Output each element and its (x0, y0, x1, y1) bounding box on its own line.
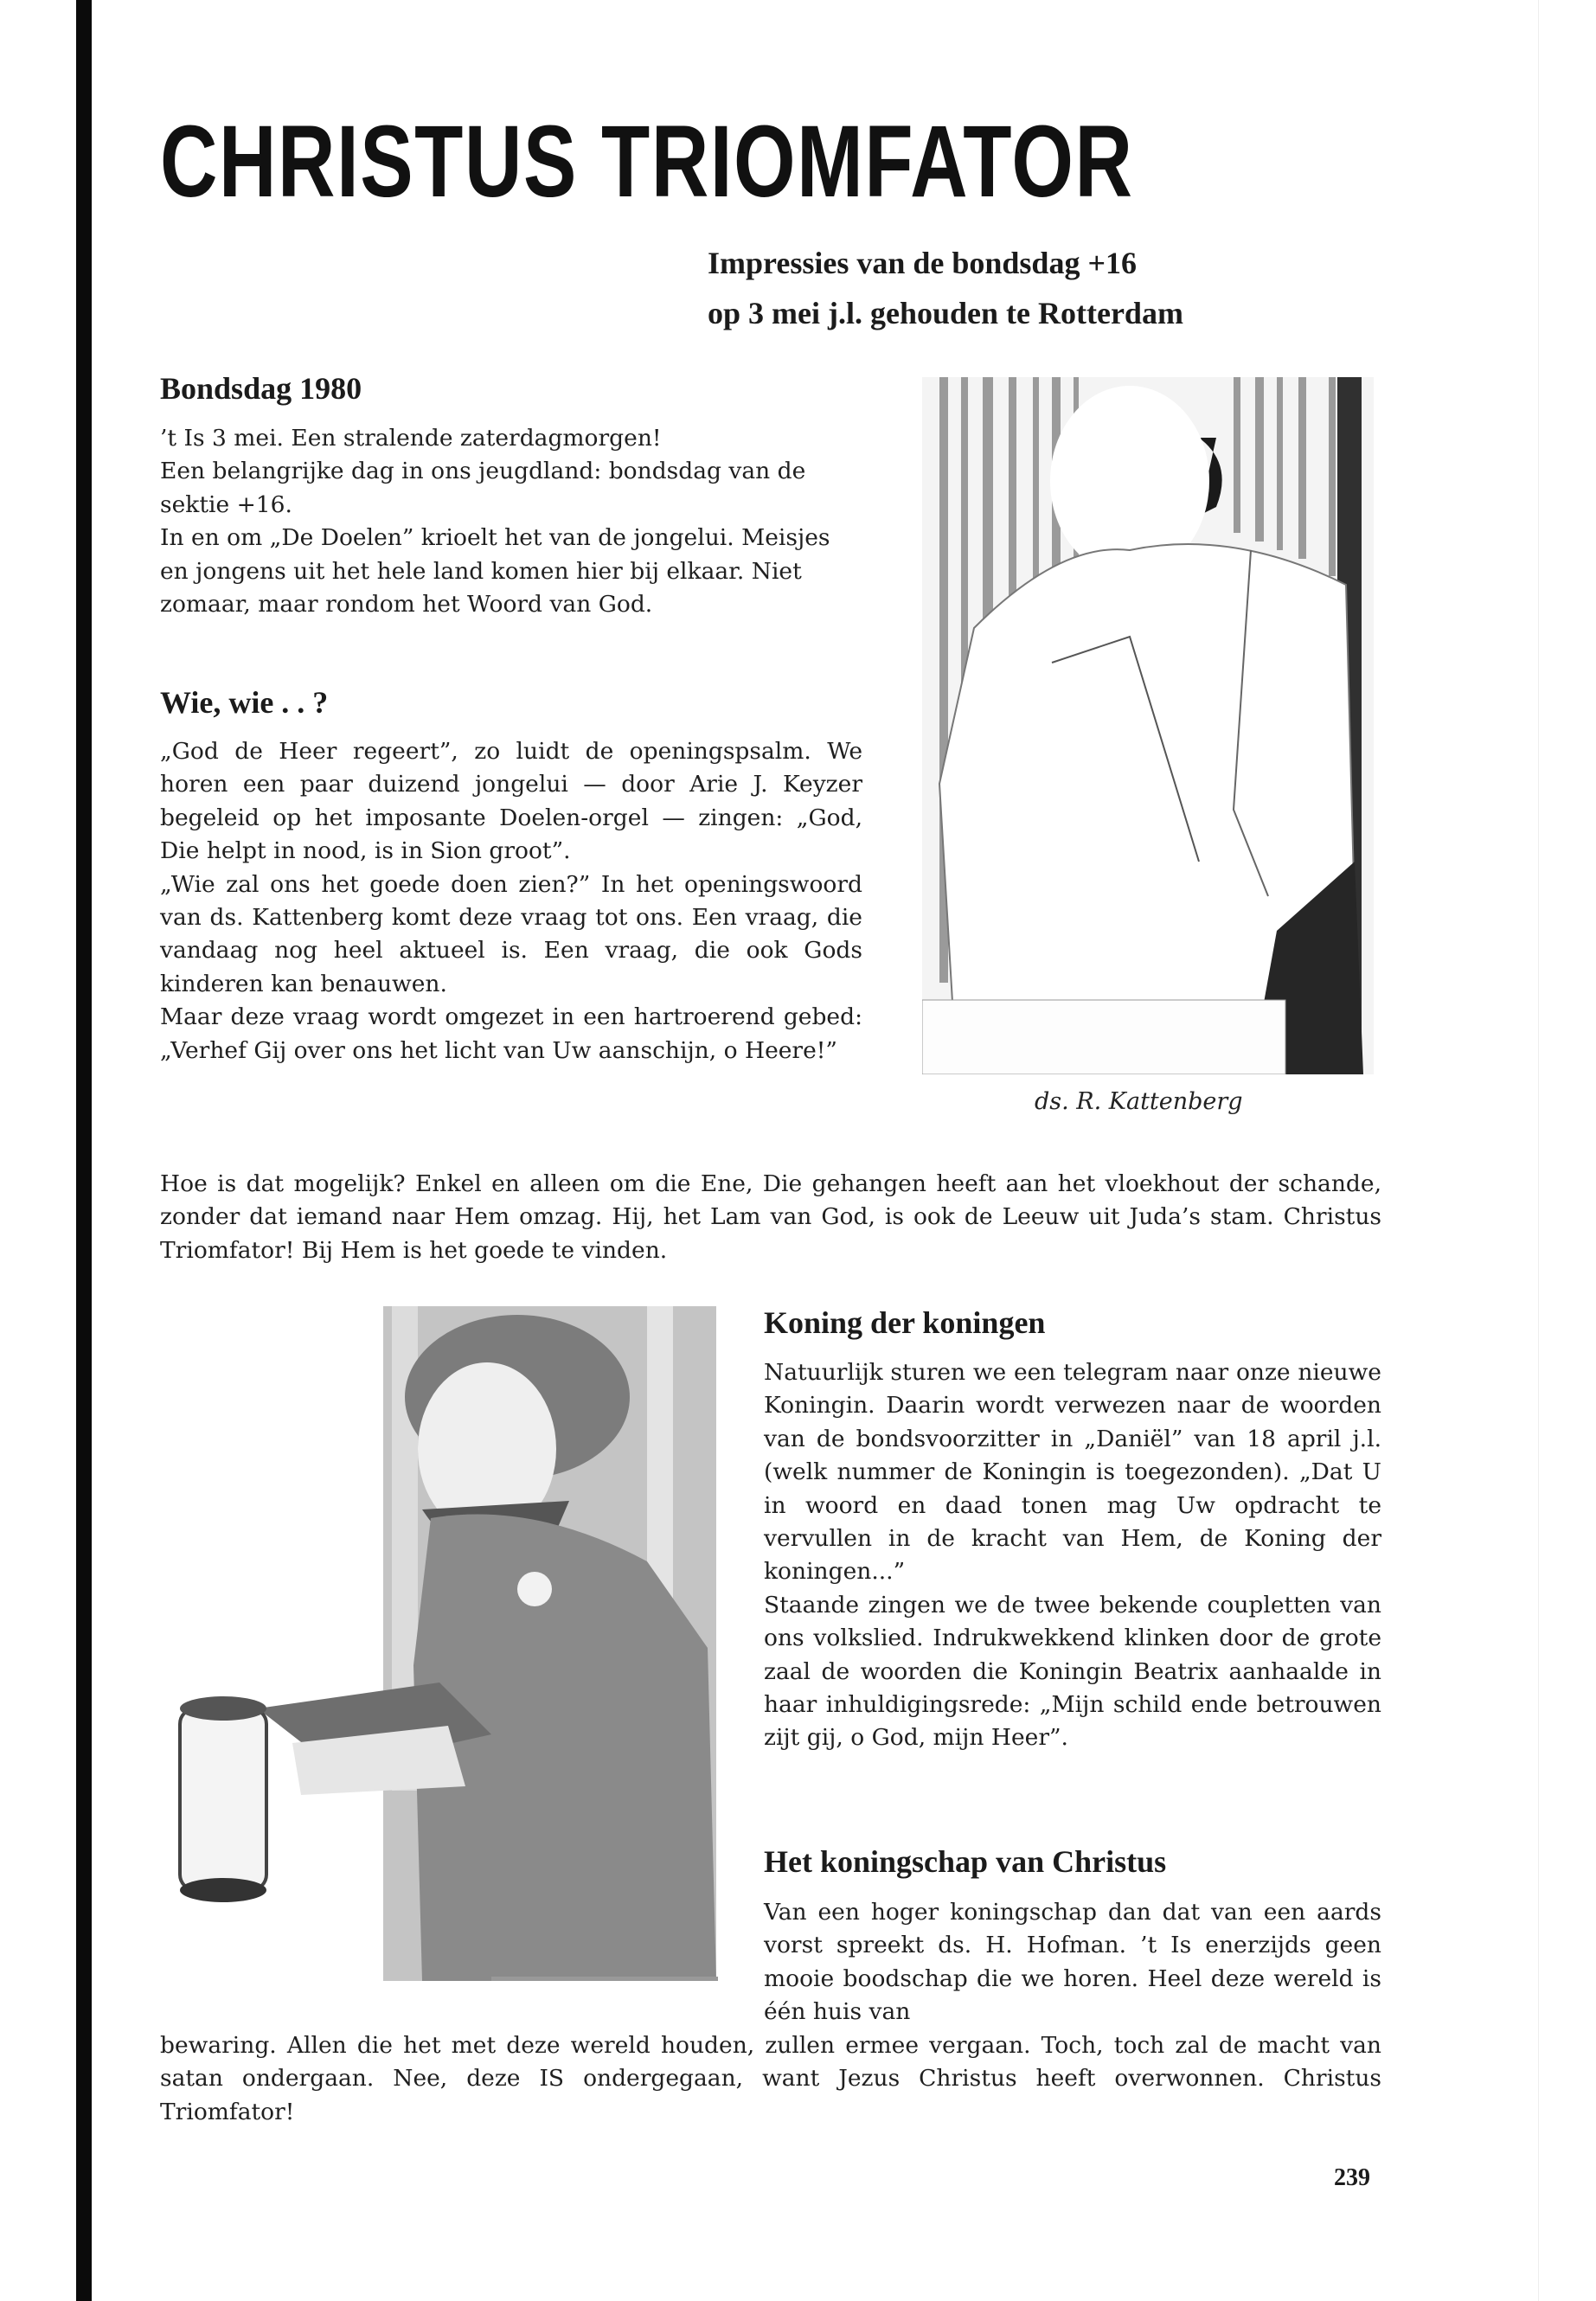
portrait-image (163, 1302, 718, 1985)
page-number: 239 (1334, 2164, 1370, 2191)
section-wie-wie-body (160, 735, 862, 1067)
paragraph: Natuurlijk sturen we een telegram naar onze nieuwe Koningin. Daarin wordt verwezen naar de woorden van de bondsvoorzitter in „Daniël” van 18 april j.l. (welk nummer de Koningin is toegezonden). „Dat U in woord en daad tonen mag Uw opdracht te vervullen in de kracht van Hem, de Koning der koningen...” (764, 1359, 1381, 1586)
photo-caption: ds. R. Kattenberg (1035, 1088, 1243, 1115)
subtitle-line-1: Impressies van de bondsdag +16 (708, 246, 1137, 280)
section-bondsdag-body (160, 422, 862, 621)
section-koningschap-body: Van een hoger koningschap dan dat van een aards vorst spreekt ds. H. Hofman. ’t Is enerzijds geen mooie boodschap die we horen. Heel deze wereld is één huis van (764, 1899, 1381, 2026)
heading-bondsdag: Bondsdag 1980 (160, 371, 362, 406)
paragraph: „God de Heer regeert”, zo luidt de openingspsalm. We horen een paar duizend jongelui — door Arie J. Keyzer begeleid op het imposante Doelen-orgel — zingen: „God, Die helpt in nood, is in Sion groot”. (160, 738, 862, 865)
paragraph: „Wie zal ons het goede doen zien?” In het openingswoord van ds. Kattenberg komt deze vraag tot ons. Een vraag, die vandaag nog heel aktueel is. Een vraag, die ook Gods kinderen kan benauwen. (160, 870, 862, 997)
subtitle (708, 238, 1183, 338)
paragraph: In en om „De Doelen” krioelt het van de jongelui. Meisjes en jongens uit het hele land komen hier bij elkaar. Niet zomaar, maar rondom het Woord van God. (160, 524, 830, 619)
paragraph: Staande zingen we de twee bekende coupletten van ons volkslied. Indrukwekkend klinken door de grote zaal de woorden die Koningin Beatrix aanhaalde in haar inhuldigingsrede: „Mijn schild ende betrouwen zijt gij, o God, mijn Heer”. (764, 1591, 1381, 1752)
page-title: CHRISTUS TRIOMFATOR (160, 105, 1134, 219)
margin-rule (76, 0, 92, 2301)
paragraph: Een belangrijke dag in ons jeugdland: bondsdag van de sektie +16. (160, 458, 806, 518)
closing-paragraph: bewaring. Allen die het met deze wereld houden, zullen ermee vergaan. Toch, toch zal de macht van satan ondergaan. Nee, deze IS ondergegaan, want Jezus Christus heeft overwonnen. Christus Triomfator! (160, 2032, 1381, 2125)
heading-koningschap-van-christus: Het koningschap van Christus (764, 1844, 1167, 1879)
page-edge (1538, 0, 1539, 2301)
section-koning-body (764, 1356, 1381, 1755)
subtitle-line-2: op 3 mei j.l. gehouden te Rotterdam (708, 296, 1183, 330)
heading-wie-wie: Wie, wie . . ? (160, 685, 329, 720)
photo-koningin (163, 1302, 718, 1985)
paragraph: Maar deze vraag wordt omgezet in een hartroerend gebed: „Verhef Gij over ons het licht van Uw aanschijn, o Heere!” (160, 1003, 862, 1064)
paragraph: ’t Is 3 mei. Een stralende zaterdagmorgen! (160, 425, 662, 452)
photo-kattenberg (922, 377, 1374, 1074)
portrait-image (922, 377, 1374, 1074)
heading-koning-der-koningen: Koning der koningen (764, 1305, 1046, 1340)
full-width-paragraph: Hoe is dat mogelijk? Enkel en alleen om die Ene, Die gehangen heeft aan het vloekhout der schande, zonder dat iemand naar Hem omzag. Hij, het Lam van God, is ook de Leeuw uit Juda’s stam. Christus Triomfator! Bij Hem is het goede te vinden. (160, 1170, 1381, 1264)
